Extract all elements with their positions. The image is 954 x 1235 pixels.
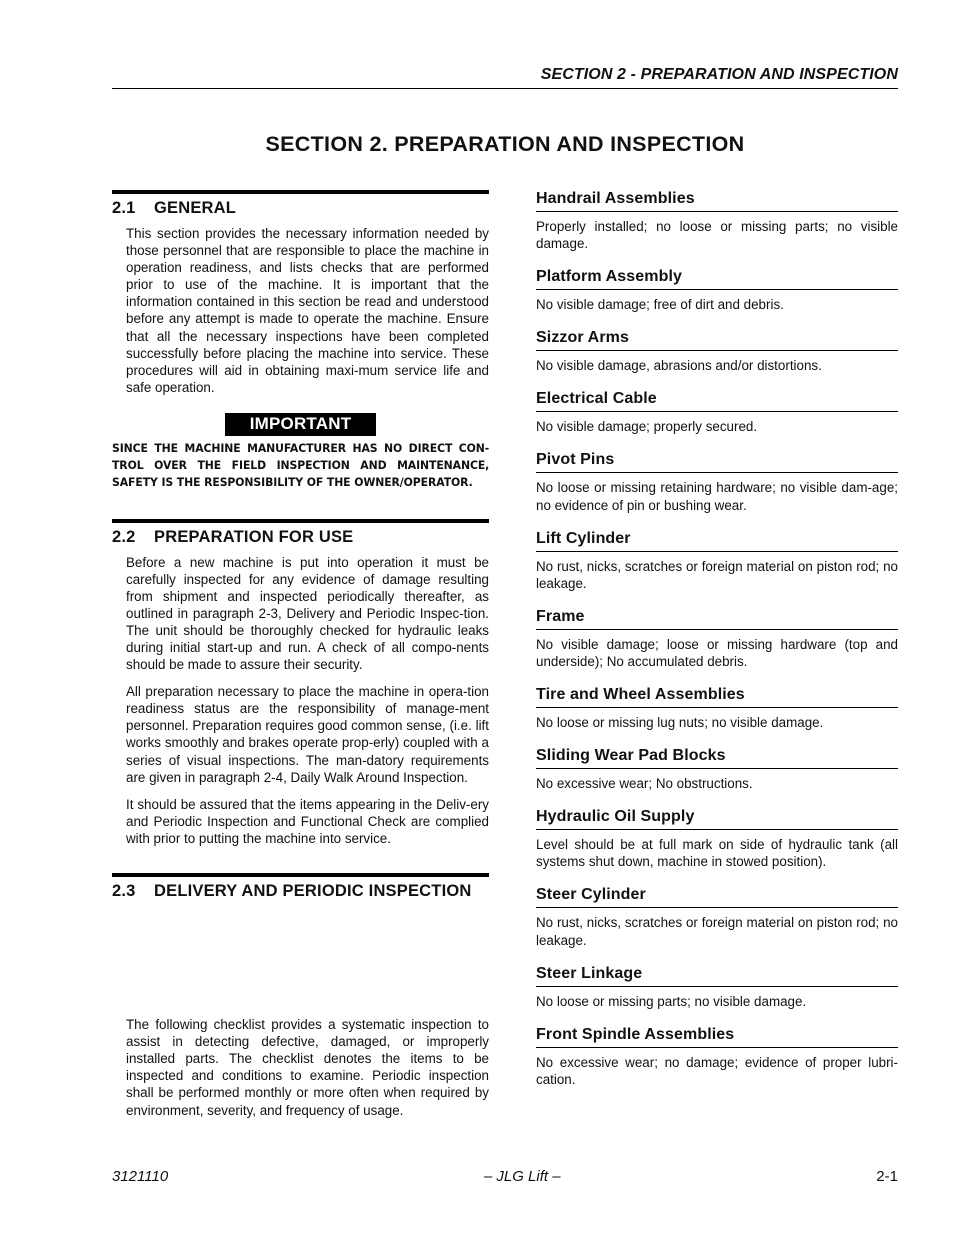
checklist-item-title: Tire and Wheel Assemblies [536,686,898,708]
document-number: 3121110 [112,1168,169,1185]
checklist-item [536,608,898,670]
running-header: SECTION 2 - PREPARATION AND INSPECTION [540,66,898,83]
section-2-1 [112,190,489,396]
section-body [126,225,489,396]
inspection-checklist [536,190,898,1104]
checklist-item [536,530,898,592]
checklist-item-title: Front Spindle Assemblies [536,1026,898,1048]
section-title: DELIVERY AND PERIODIC INSPECTION [154,882,472,901]
checklist-item [536,686,898,731]
checklist-item [536,965,898,1010]
checklist-item-text: Level should be at full mark on side of hydraulic tank (all systems shut down, machine in stowed position). [536,837,898,870]
checklist-item-title: Electrical Cable [536,390,898,412]
section-body [126,1016,489,1119]
checklist-item [536,268,898,313]
checklist-item-title: Frame [536,608,898,630]
checklist-item-title: Lift Cylinder [536,530,898,552]
paragraph: All preparation necessary to place the machine in opera-tion readiness status are the responsibility of manage-ment personnel. Preparation requires good common sense, (i.e. lift works smoothly and brakes operate prop-erly) coupled with a series of visual inspections. The man-datory requirements are given in paragraph 2-4, Daily Walk Around Inspection. [126,684,489,785]
checklist-item-text: No loose or missing retaining hardware; no visible dam-age; no evidence of pin or bushing wear. [536,480,898,513]
important-text: SINCE THE MACHINE MANUFACTURER HAS NO DIRECT CON-TROL OVER THE FIELD INSPECTION AND MAINTENANCE, SAFETY IS THE RESPONSIBILITY OF THE OWNER/OPERATOR. [112,440,490,490]
checklist-item [536,1026,898,1088]
checklist-item [536,329,898,374]
section-2-2 [112,519,489,848]
checklist-item-title: Steer Linkage [536,965,898,987]
checklist-item [536,190,898,252]
checklist-item-title: Handrail Assemblies [536,190,898,212]
checklist-item-text: Properly installed; no loose or missing parts; no visible damage. [536,219,898,252]
section-number: 2.1 [112,199,136,217]
checklist-item [536,747,898,792]
checklist-item-title: Pivot Pins [536,451,898,473]
important-notice [112,413,489,436]
important-badge: IMPORTANT [225,413,377,436]
checklist-item-text: No visible damage; properly secured. [536,419,758,435]
checklist-item-text: No visible damage, abrasions and/or distortions. [536,358,822,374]
paragraph: It should be assured that the items appearing in the Deliv-ery and Periodic Inspection and Functional Check are complied with prior to putting the machine into service. [126,796,489,846]
checklist-item-text: No visible damage; free of dirt and debris. [536,297,784,313]
checklist-item-title: Steer Cylinder [536,886,898,908]
section-number: 2.3 [112,882,136,901]
section-number: 2.2 [112,527,136,546]
running-header-bar [112,64,898,89]
checklist-item [536,390,898,435]
section-title: PREPARATION FOR USE [154,527,354,546]
checklist-item-title: Hydraulic Oil Supply [536,808,898,830]
left-column [112,190,489,1119]
checklist-item [536,886,898,948]
page-number: 2-1 [876,1168,898,1185]
section-heading [112,190,489,218]
section-2-3 [112,873,489,1119]
paragraph: The following checklist provides a systematic inspection to assist in detecting defective, damaged, or improperly installed parts. The checklist denotes the items to be inspected and conditions to examine. Periodic inspection shall be performed monthly or more often when required by environment, severity, and frequency of usage. [126,1017,489,1118]
paragraph: This section provides the necessary information needed by those personnel that are responsible to place the machine in operation readiness, and lists checks that are performed prior to use of the machine. It is important that the information contained in this section be read and understood before any attempt is made to operate the machine. Ensure that all the necessary inspections have been completed successfully before placing the machine into service. These procedures will aid in obtaining maxi-mum service life and safe operation. [126,226,489,395]
section-body [126,554,489,848]
checklist-item-text: No visible damage; loose or missing hardware (top and underside); No accumulated debris. [536,636,898,669]
checklist-item-text: No loose or missing lug nuts; no visible damage. [536,715,824,731]
checklist-item-text: No loose or missing parts; no visible damage. [536,993,807,1009]
checklist-item-title: Sizzor Arms [536,329,898,351]
checklist-item-title: Sliding Wear Pad Blocks [536,747,898,769]
checklist-item-text: No excessive wear; no damage; evidence of proper lubri-cation. [536,1054,898,1087]
checklist-item-text: No rust, nicks, scratches or foreign material on piston rod; no leakage. [536,915,898,948]
page-footer [112,1168,898,1185]
section-heading [112,519,489,547]
footer-brand: – JLG Lift – [483,1168,561,1185]
section-title: GENERAL [154,199,237,217]
checklist-item [536,808,898,870]
checklist-item-title: Platform Assembly [536,268,898,290]
paragraph: Before a new machine is put into operation it must be carefully inspected for any evidence of damage resulting from shipment and inspected periodically thereafter, as outlined in paragraph 2-3, Delivery and Periodic Inspec-tion. The unit should be thoroughly checked for hydraulic leaks during initial start-up and run. A check of all compo-nents should be made to assure their security. [126,554,489,673]
checklist-item-text: No excessive wear; No obstructions. [536,776,753,792]
checklist-item [536,451,898,513]
checklist-item-text: No rust, nicks, scratches or foreign material on piston rod; no leakage. [536,558,898,591]
page-title: SECTION 2. PREPARATION AND INSPECTION [265,132,745,156]
section-heading [112,873,489,901]
